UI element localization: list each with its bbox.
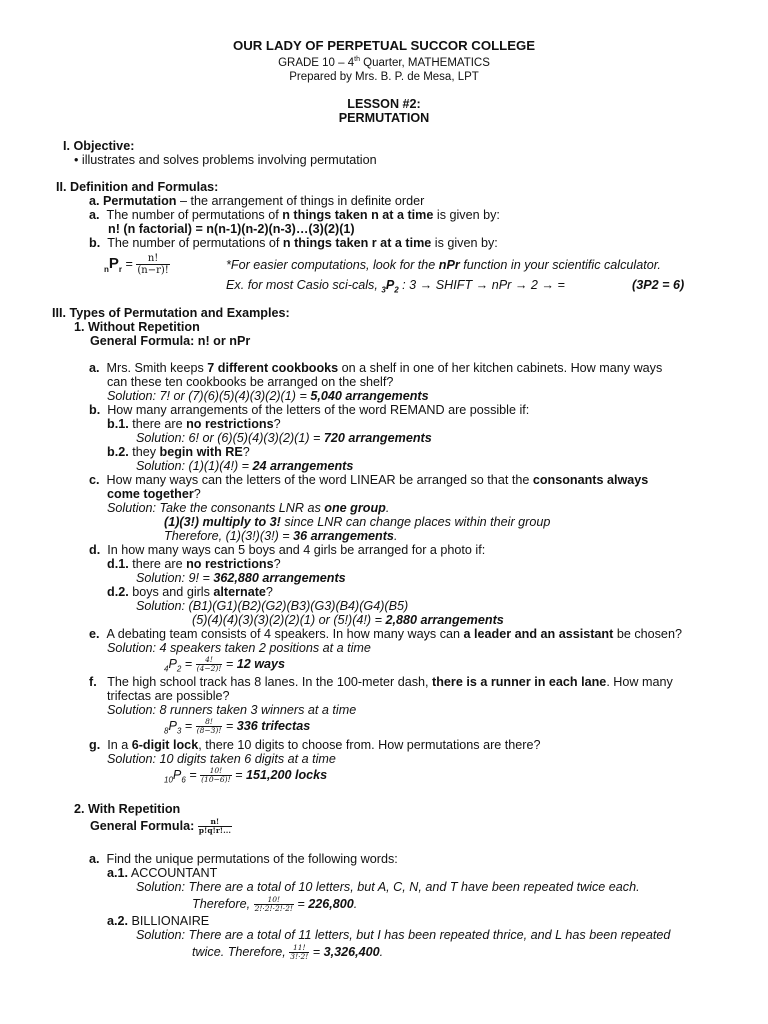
example-d1: d.1. there are no restrictions? <box>107 557 281 571</box>
example-b2: b.2. they begin with RE? <box>107 445 250 459</box>
definition-b1: b. The number of permutations of n things taken r at a time is given by: <box>89 236 498 250</box>
example-b1-solution: Solution: 6! or (6)(5)(4)(3)(2)(1) = 720 arrangements <box>136 431 432 445</box>
example-wa2: a.2. BILLIONAIRE <box>107 914 210 928</box>
example-wa1-solution: Solution: There are a total of 10 letters, but A, C, N, and T have been repeated twice each. <box>136 880 640 894</box>
example-c-solution2: (1)(3!) multiply to 3! since LNR can change places within their group <box>164 515 551 529</box>
example-c-solution: Solution: Take the consonants LNR as one group. <box>107 501 390 515</box>
with-repetition-heading: 2. With Repetition <box>74 802 181 816</box>
definition-permutation: a. Permutation – the arrangement of things in definite order <box>89 194 425 208</box>
example-f-line2: trifectas are possible? <box>107 689 230 703</box>
example-a-solution: Solution: 7! or (7)(6)(5)(4)(3)(2)(1) = 5,040 arrangements <box>107 389 429 403</box>
example-f-solution: Solution: 8 runners taken 3 winners at a time <box>107 703 357 717</box>
example-b: b. How many arrangements of the letters of the word REMAND are possible if: <box>89 403 530 417</box>
grade-line: GRADE 10 – 4th Quarter, MATHEMATICS <box>278 56 490 69</box>
definition-a1: a. The number of permutations of n things taken n at a time is given by: <box>89 208 500 222</box>
example-wa1-formula: Therefore, $\frac{10!}{2!\cdot 2!\cdot 2!\cdot 2!}$ = 226,800. <box>192 895 358 914</box>
example-wa2-formula: twice. Therefore, $\frac{11!}{3!\cdot 2!}$ = 3,326,400. <box>192 943 384 962</box>
lesson-number: LESSON #2: <box>347 97 421 111</box>
without-repetition-heading: 1. Without Repetition <box>74 320 200 334</box>
definitions-heading: II. Definition and Formulas: <box>56 180 219 194</box>
example-d2-solution2: (5)(4)(4)(3)(3)(2)(2)(1) or (5!)(4!) = 2,880 arrangements <box>192 613 504 627</box>
example-wa: a. Find the unique permutations of the following words: <box>89 852 398 866</box>
example-d: d. In how many ways can 5 boys and 4 girls be arranged for a photo if: <box>89 543 486 557</box>
casio-result: (3P2 = 6) <box>632 278 685 292</box>
with-repetition-formula: General Formula: $\frac{n!}{p!q!r!...}$ <box>90 817 231 836</box>
example-a: a. Mrs. Smith keeps 7 different cookbooks on a shelf in one of her kitchen cabinets. How many ways <box>89 361 663 375</box>
college-name: OUR LADY OF PERPETUAL SUCCOR COLLEGE <box>232 38 536 53</box>
example-f: f. The high school track has 8 lanes. In the 100-meter dash, there is a runner in each lane. How many <box>89 675 673 689</box>
npr-formula: $_nP_r$ = $\frac{n!}{(n-r)!}$ <box>104 253 169 276</box>
example-g: g. In a 6-digit lock, there 10 digits to choose from. How permutations are there? <box>89 738 541 752</box>
example-a-line2: can these ten cookbooks be arranged on the shelf? <box>107 375 394 389</box>
example-wa2-solution: Solution: There are a total of 11 letters, but I has been repeated thrice, and L has been repeated <box>136 928 671 942</box>
example-f-formula: $_8P_3$ = $\frac{8!}{(8-3)!}$ = 336 trifectas <box>164 717 311 736</box>
casio-example: Ex. for most Casio sci-cals, $_3P_2$ : 3 → SHIFT → nPr → 2 → = <box>226 278 565 295</box>
example-c: c. How many ways can the letters of the word LINEAR be arranged so that the consonants always <box>89 473 649 487</box>
example-d1-solution: Solution: 9! = 362,880 arrangements <box>136 571 346 585</box>
example-e-solution: Solution: 4 speakers taken 2 positions at a time <box>107 641 371 655</box>
example-g-solution: Solution: 10 digits taken 6 digits at a time <box>107 752 336 766</box>
example-g-formula: $_{10}P_6$ = $\frac{10!}{(10-6)!}$ = 151,200 locks <box>164 766 328 785</box>
calculator-tip: *For easier computations, look for the nPr function in your scientific calculator. <box>226 258 661 272</box>
example-e-formula: $_4P_2$ = $\frac{4!}{(4-2)!}$ = 12 ways <box>164 655 286 674</box>
example-d2-solution: Solution: (B1)(G1)(B2)(G2)(B3)(G3)(B4)(G4)(B5) <box>136 599 409 613</box>
example-c-solution3: Therefore, (1)(3!)(3!) = 36 arrangements. <box>164 529 398 543</box>
example-c-line2: come together? <box>107 487 201 501</box>
lesson-title: PERMUTATION <box>338 111 430 125</box>
example-d2: d.2. boys and girls alternate? <box>107 585 273 599</box>
example-wa1: a.1. ACCOUNTANT <box>107 866 218 880</box>
types-heading: III. Types of Permutation and Examples: <box>52 306 290 320</box>
example-e: e. A debating team consists of 4 speakers. In how many ways can a leader and an assistant be chosen? <box>89 627 682 641</box>
objective-heading: I. Objective: <box>63 139 135 153</box>
factorial-formula: n! (n factorial) = n(n-1)(n-2)(n-3)…(3)(2)(1) <box>108 222 355 236</box>
prepared-by: Prepared by Mrs. B. P. de Mesa, LPT <box>289 71 479 83</box>
without-repetition-formula: General Formula: n! or nPr <box>90 334 251 348</box>
example-b2-solution: Solution: (1)(1)(4!) = 24 arrangements <box>136 459 354 473</box>
objective-item: • illustrates and solves problems involving permutation <box>74 153 377 167</box>
example-b1: b.1. there are no restrictions? <box>107 417 281 431</box>
